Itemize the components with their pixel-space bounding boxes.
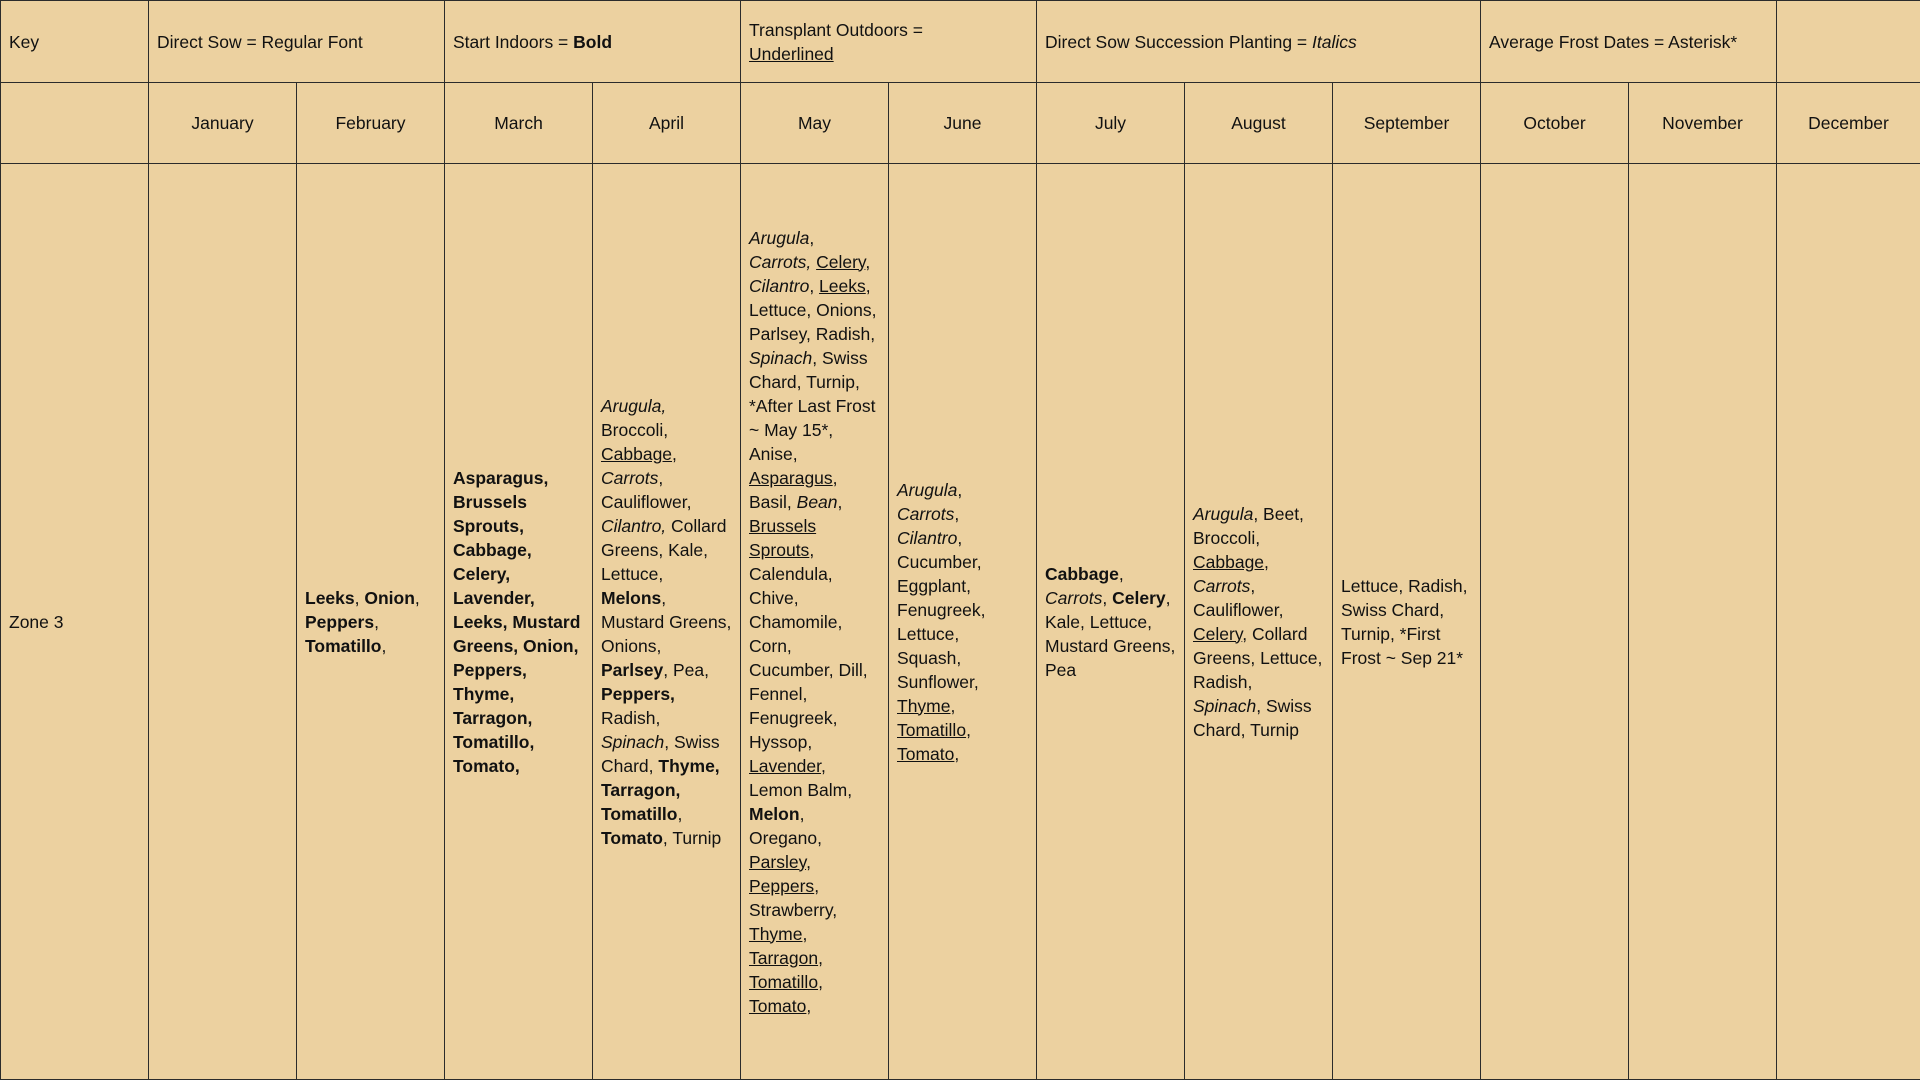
month-header-february: February <box>297 83 445 164</box>
key-empty-cell <box>1777 1 1920 83</box>
key-label: Key <box>9 31 40 52</box>
crop-text-segment: , <box>818 971 823 992</box>
crop-text-segment: Radish, <box>601 707 661 728</box>
cell-september <box>1333 164 1481 1080</box>
zone-label-cell <box>1 164 149 1080</box>
crop-text-segment: Arugula <box>749 227 810 248</box>
cell-march <box>445 164 593 1080</box>
crop-text-segment: Parsley <box>749 851 807 872</box>
crop-text-segment: Brussels Sprouts <box>749 515 817 560</box>
crop-text-segment: Carrots, <box>749 251 812 272</box>
crop-text-segment: Lettuce, Radish, Swiss Chard, Turnip, *First Frost ~ Sep 21* <box>1341 575 1468 668</box>
cell-july <box>1037 164 1185 1080</box>
crop-text-segment: Peppers, <box>601 683 675 704</box>
month-header-july: July <box>1037 83 1185 164</box>
cell-march-text <box>453 466 584 778</box>
crop-text-segment: Bean <box>796 491 838 512</box>
start-indoors-legend-text: Start Indoors = <box>453 31 574 52</box>
crop-text-segment: Carrots <box>897 503 955 524</box>
month-header-may: May <box>741 83 889 164</box>
crop-text-segment: , <box>809 275 820 296</box>
cell-august <box>1185 164 1333 1080</box>
crop-text-segment: , Pea, <box>663 659 710 680</box>
month-header-june: June <box>889 83 1037 164</box>
direct-sow-legend-cell <box>149 1 445 83</box>
crop-text-segment: , Lemon Balm, <box>749 755 853 800</box>
crop-text-segment: Cabbage <box>1045 563 1119 584</box>
cell-april <box>593 164 741 1080</box>
crop-text-segment: Celery <box>1193 623 1243 644</box>
crop-text-segment: , Kale, Lettuce, Mustard Greens, Pea <box>1045 587 1176 680</box>
crop-text-segment: , <box>381 635 387 656</box>
crop-text-segment: Lavender <box>749 755 822 776</box>
month-header-september: September <box>1333 83 1481 164</box>
transplant-legend-cell <box>741 1 1037 83</box>
crop-text-segment: Thyme <box>897 695 951 716</box>
cell-february <box>297 164 445 1080</box>
crop-text-segment: , Swiss Chard, <box>601 731 720 776</box>
crop-text-segment: , <box>837 491 843 512</box>
crop-text-segment: , <box>806 995 812 1016</box>
transplant-legend-style: Underlined <box>749 43 834 64</box>
crop-text-segment: , <box>954 503 960 524</box>
cell-august-text <box>1193 502 1324 742</box>
frost-legend: Average Frost Dates = Asterisk* <box>1489 31 1738 52</box>
crop-text-segment: , Beet, Broccoli, <box>1193 503 1304 548</box>
crop-text-segment: , <box>672 443 677 464</box>
month-header-january: January <box>149 83 297 164</box>
crop-text-segment: , Cauliflower, <box>1193 575 1284 620</box>
crop-text-segment: , Calendula, Chive, Chamomile, Corn, Cucumber, Dill, Fennel, Fenugreek, Hyssop, <box>749 539 868 752</box>
crop-text-segment: Spinach <box>749 347 813 368</box>
crop-text-segment: Celery <box>1112 587 1166 608</box>
crop-text-segment: , <box>414 587 420 608</box>
crop-text-segment: Cilantro <box>749 275 810 296</box>
cell-december <box>1777 164 1920 1080</box>
month-header-august: August <box>1185 83 1333 164</box>
cell-january <box>149 164 297 1080</box>
crop-text-segment: , Cauliflower, <box>601 467 692 512</box>
crop-text-segment: Broccoli, <box>601 419 669 440</box>
crop-text-segment: Cilantro, <box>601 515 667 536</box>
crop-text-segment: Thyme, Tarragon, Tomatillo <box>601 755 720 824</box>
month-corner-cell <box>1 83 149 164</box>
crop-text-segment: Collard Greens, Kale, Lettuce, <box>601 515 727 584</box>
crop-text-segment: , Swiss Chard, Turnip, *After Last Frost ~ May 15*, Anise, <box>749 347 876 464</box>
crop-text-segment: Carrots <box>601 467 659 488</box>
crop-text-segment: , <box>354 587 365 608</box>
crop-text-segment: Tomato <box>601 827 663 848</box>
start-indoors-legend-style: Bold <box>573 31 613 52</box>
cell-november <box>1629 164 1777 1080</box>
succession-legend-style: Italics <box>1312 31 1357 52</box>
crop-text-segment: Celery <box>816 251 866 272</box>
crop-text-segment: Arugula <box>897 479 958 500</box>
crop-text-segment: , Lettuce, Onions, Parlsey, Radish, <box>749 275 877 344</box>
crop-text-segment: , Strawberry, <box>749 875 838 920</box>
cell-may <box>741 164 889 1080</box>
succession-legend-cell <box>1037 1 1481 83</box>
crop-text-segment: Asparagus, Brussels Sprouts, Cabbage, Celery, Lavender, Leeks, Mustard Greens, Onion, Peppers, Thyme, Tarragon, Tomatillo, Tomato, <box>453 467 581 776</box>
crop-text-segment: Tarragon <box>749 947 819 968</box>
crop-text-segment: , <box>865 251 871 272</box>
crop-text-segment: Tomato <box>897 743 955 764</box>
cell-july-text <box>1045 562 1176 682</box>
crop-text-segment: , <box>374 611 379 632</box>
cell-june <box>889 164 1037 1080</box>
crop-text-segment: , <box>950 695 956 716</box>
cell-february-text <box>305 586 436 658</box>
month-row <box>1 83 1920 164</box>
crop-text-segment: , Oregano, <box>749 803 822 848</box>
crop-text-segment: Melons <box>601 587 662 608</box>
crop-text-segment: Peppers <box>749 875 815 896</box>
crop-text-segment: , <box>677 803 683 824</box>
succession-legend-text: Direct Sow Succession Planting = <box>1045 31 1313 52</box>
crop-text-segment: , Basil, <box>749 467 838 512</box>
crop-text-segment: Tomatillo <box>897 719 967 740</box>
zone-label: Zone 3 <box>9 611 64 632</box>
transplant-legend-text: Transplant Outdoors = <box>749 19 923 40</box>
crop-text-segment: Tomatillo <box>305 635 382 656</box>
crop-text-segment: Cabbage <box>1193 551 1265 572</box>
crop-text-segment: , Cucumber, Eggplant, Fenugreek, Lettuce, Squash, Sunflower, <box>897 527 986 692</box>
crop-text-segment: Leeks <box>819 275 866 296</box>
frost-legend-cell <box>1481 1 1777 83</box>
crop-text-segment: , <box>818 947 823 968</box>
crop-text-segment: Arugula <box>1193 503 1254 524</box>
crop-text-segment: Parlsey <box>601 659 664 680</box>
crop-text-segment: , Swiss Chard, Turnip <box>1193 695 1312 740</box>
crop-text-segment: Thyme <box>749 923 803 944</box>
crop-text-segment: Arugula, <box>601 395 667 416</box>
month-header-april: April <box>593 83 741 164</box>
crop-text-segment: , <box>966 719 971 740</box>
crop-text-segment: , <box>809 227 815 248</box>
crop-text-segment: Spinach <box>601 731 665 752</box>
cell-june-text <box>897 478 1028 766</box>
key-row <box>1 1 1920 83</box>
cell-may-text <box>749 226 880 1018</box>
crop-text-segment: Cilantro <box>897 527 958 548</box>
cell-april-text <box>601 394 732 850</box>
cell-september-text <box>1341 574 1472 670</box>
crop-text-segment: , <box>957 479 963 500</box>
month-header-november: November <box>1629 83 1777 164</box>
crop-text-segment: Tomatillo <box>749 971 819 992</box>
crop-text-segment: Asparagus <box>749 467 833 488</box>
key-label-cell <box>1 1 149 83</box>
crop-text-segment: Tomato <box>749 995 807 1016</box>
month-header-march: March <box>445 83 593 164</box>
crop-text-segment: Melon <box>749 803 800 824</box>
crop-text-segment: , <box>1264 551 1269 572</box>
crop-text-segment: Spinach <box>1193 695 1257 716</box>
crop-text-segment: , Mustard Greens, Onions, <box>601 587 732 656</box>
crop-text-segment: , Collard Greens, Lettuce, Radish, <box>1193 623 1323 692</box>
crop-text-segment: Onion <box>364 587 415 608</box>
zone-row <box>1 164 1920 1080</box>
crop-text-segment: , <box>806 851 811 872</box>
crop-text-segment: , <box>802 923 808 944</box>
crop-text-segment: Carrots <box>1193 575 1251 596</box>
direct-sow-legend: Direct Sow = Regular Font <box>157 31 363 52</box>
cell-october <box>1481 164 1629 1080</box>
month-header-october: October <box>1481 83 1629 164</box>
start-indoors-legend-cell <box>445 1 741 83</box>
crop-text-segment: Leeks <box>305 587 355 608</box>
crop-text-segment: , <box>1102 587 1113 608</box>
crop-text-segment: , <box>1118 563 1124 584</box>
crop-text-segment: Cabbage <box>601 443 673 464</box>
crop-text-segment: , <box>954 743 960 764</box>
crop-text-segment: , Turnip <box>662 827 722 848</box>
crop-text-segment: Carrots <box>1045 587 1103 608</box>
crop-text-segment: Peppers <box>305 611 375 632</box>
month-header-december: December <box>1777 83 1920 164</box>
